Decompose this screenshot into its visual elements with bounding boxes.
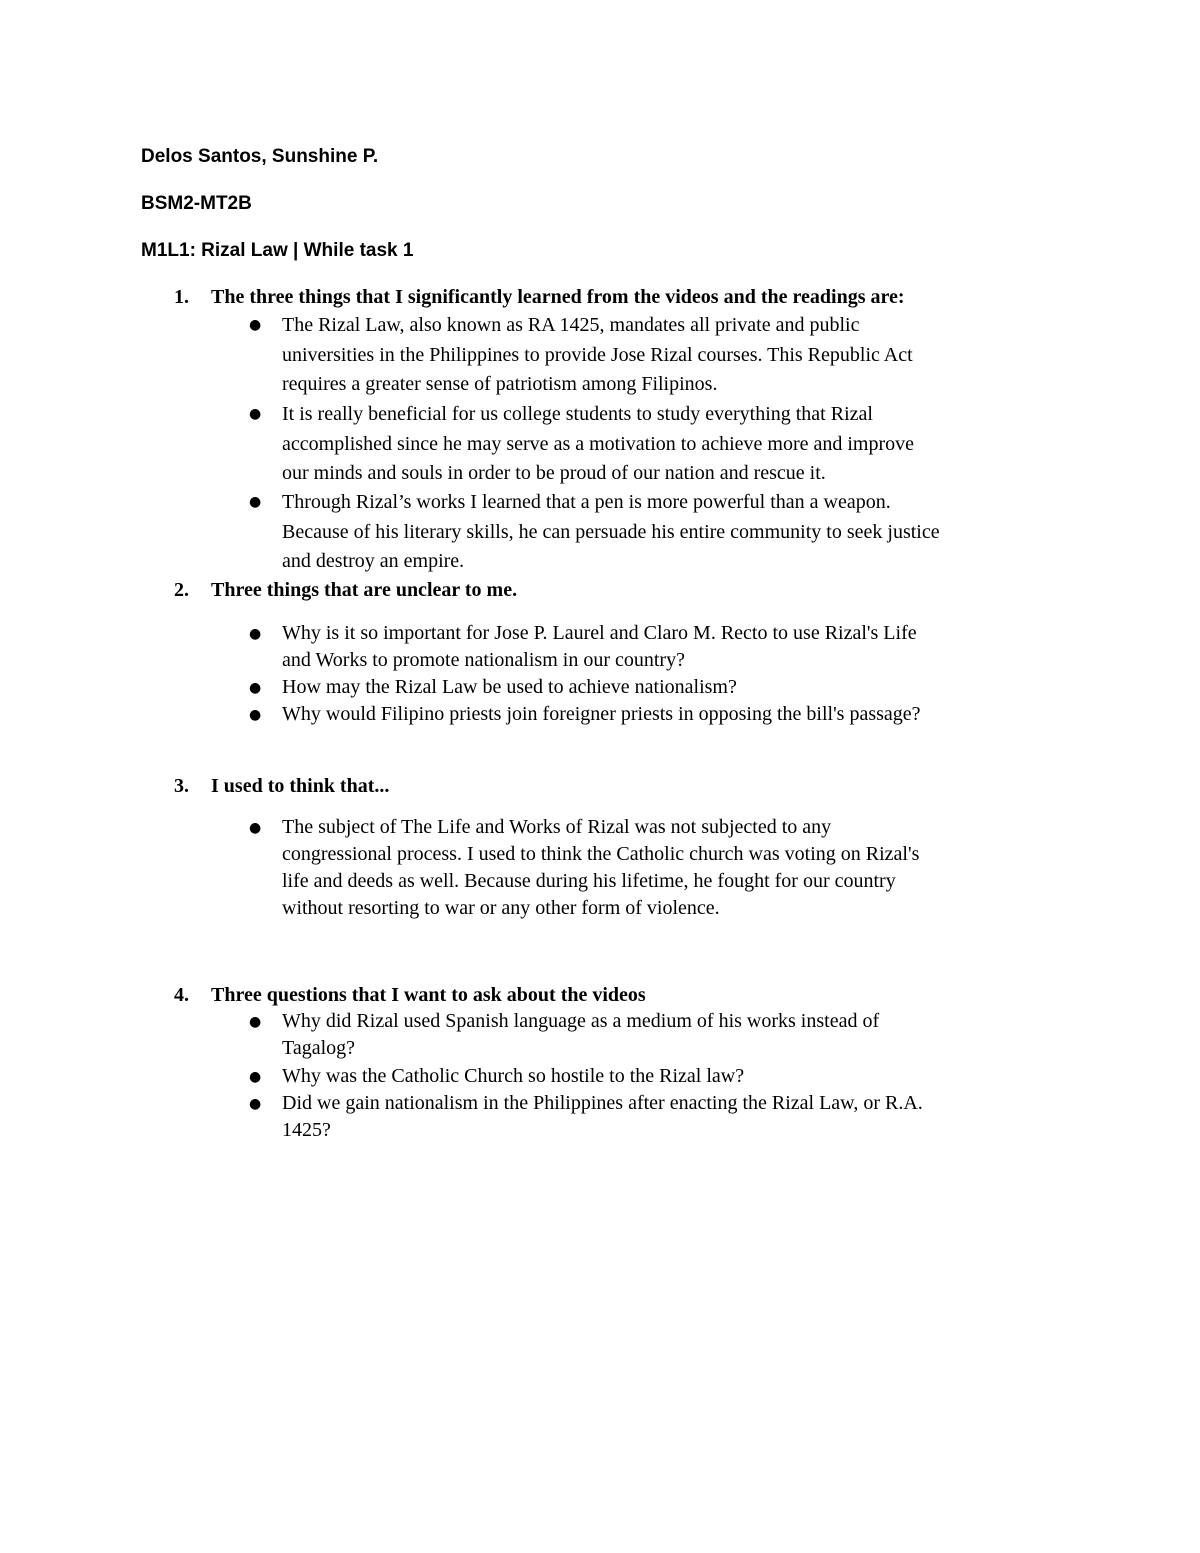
bullet-icon: ● [249, 494, 262, 510]
list-item [282, 1008, 1072, 1062]
list-item-line: congressional process. I used to think the Catholic church was voting on Rizal's [282, 843, 920, 865]
list-item [282, 814, 1072, 922]
list-item [282, 701, 1072, 728]
list-item [282, 1063, 1072, 1090]
bullet-icon: ● [249, 626, 262, 642]
list-item-line: accomplished since he may serve as a motivation to achieve more and improve [282, 432, 915, 455]
list-item-line: universities in the Philippines to provide Jose Rizal courses. This Republic Act [282, 343, 913, 366]
section-number: 3. [174, 775, 189, 797]
bullet-icon: ● [249, 707, 262, 723]
list-item [282, 488, 1072, 577]
section-title: The three things that I significantly learned from the videos and the readings are: [211, 286, 905, 308]
class-section: BSM2-MT2B [141, 193, 252, 214]
list-item-line: Why did Rizal used Spanish language as a medium of his works instead of [282, 1010, 880, 1032]
section-title: Three questions that I want to ask about the videos [211, 984, 646, 1006]
list-item-line: Through Rizal’s works I learned that a pen is more powerful than a weapon. [282, 491, 891, 513]
list-item-line: Why was the Catholic Church so hostile to the Rizal law? [282, 1065, 745, 1087]
list-item-line: requires a greater sense of patriotism among Filipinos. [282, 373, 718, 395]
section-number: 4. [174, 984, 189, 1006]
list-item-line: without resorting to war or any other form of violence. [282, 897, 720, 919]
list-item-line: Tagalog? [282, 1037, 356, 1059]
section-number: 1. [174, 286, 189, 308]
list-item-line: How may the Rizal Law be used to achieve nationalism? [282, 676, 737, 698]
list-item-line: our minds and souls in order to be proud of our nation and rescue it. [282, 462, 826, 484]
bullet-icon: ● [249, 1069, 262, 1085]
list-item-line: and destroy an empire. [282, 550, 465, 572]
list-item-line: Did we gain nationalism in the Philippines after enacting the Rizal Law, or R.A. [282, 1092, 923, 1114]
bullet-icon: ● [249, 820, 262, 836]
section-number: 2. [174, 579, 189, 601]
list-item-line: The Rizal Law, also known as RA 1425, mandates all private and public [282, 314, 860, 336]
list-item-line: It is really beneficial for us college students to study everything that Rizal [282, 403, 873, 425]
list-item [282, 400, 1072, 489]
list-item [282, 1090, 1072, 1144]
list-item-line: Because of his literary skills, he can persuade his entire community to seek justice [282, 520, 940, 543]
student-name: Delos Santos, Sunshine P. [141, 146, 379, 167]
list-item [282, 620, 1072, 674]
list-item [282, 311, 1072, 400]
bullet-icon: ● [249, 1096, 262, 1112]
list-item-line: life and deeds as well. Because during his lifetime, he fought for our country [282, 870, 896, 892]
list-item-line: Why is it so important for Jose P. Laurel and Claro M. Recto to use Rizal's Life [282, 622, 917, 644]
bullet-icon: ● [249, 317, 262, 333]
section-title: Three things that are unclear to me. [211, 579, 518, 601]
list-item-line: 1425? [282, 1119, 331, 1141]
bullet-icon: ● [249, 680, 262, 696]
list-item-line: The subject of The Life and Works of Rizal was not subjected to any [282, 816, 832, 838]
list-item-line: Why would Filipino priests join foreigner priests in opposing the bill's passage? [282, 703, 921, 725]
document-title: M1L1: Rizal Law | While task 1 [141, 240, 414, 261]
bullet-icon: ● [249, 1014, 262, 1030]
section-title: I used to think that... [211, 775, 390, 797]
list-item [282, 674, 1072, 701]
bullet-icon: ● [249, 406, 262, 422]
list-item-line: and Works to promote nationalism in our country? [282, 649, 685, 671]
